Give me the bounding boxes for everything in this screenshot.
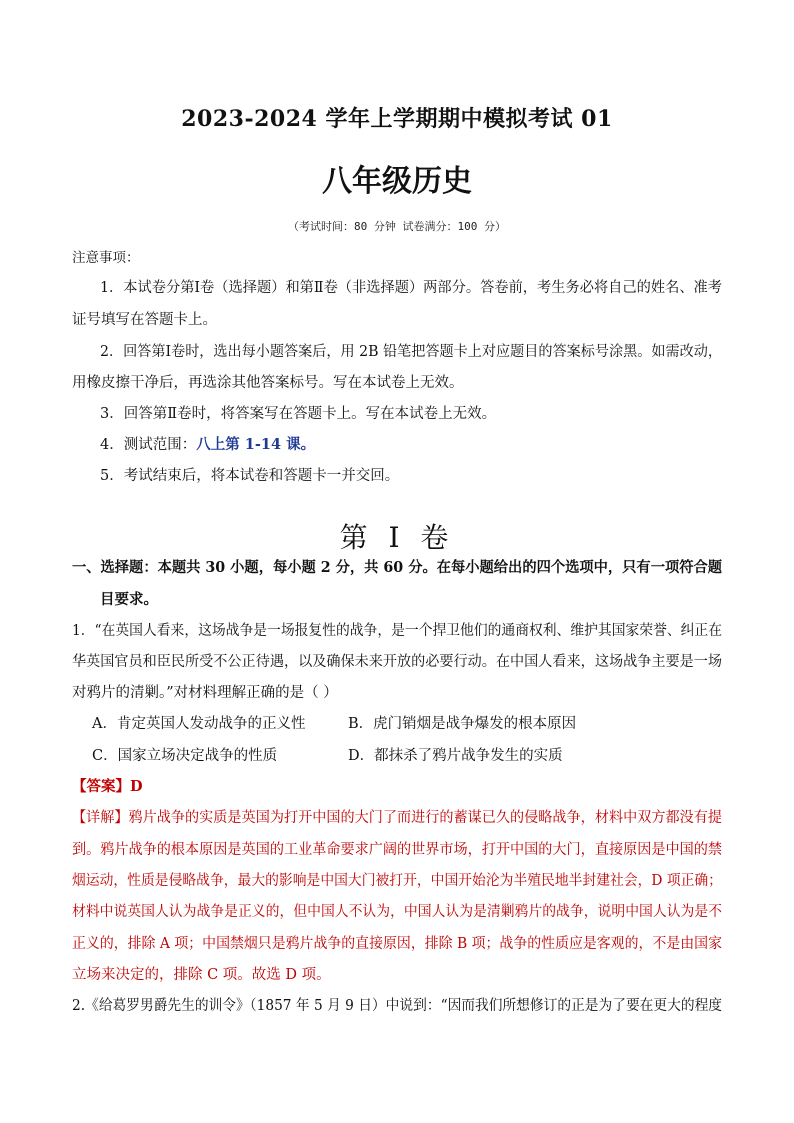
- option-b: B．虎门销烟是战争爆发的根本原因: [348, 716, 577, 732]
- explanation-line-5: 正义的，排除 A 项；中国禁烟只是鸦片战争的直接原因，排除 B 项；战争的性质应是客观的，不是由国家: [72, 936, 722, 952]
- explanation-line-1: 【详解】鸦片战争的实质是英国为打开中国的大门了而进行的蓄谋已久的侵略战争，材料中双方都没有提: [72, 810, 722, 826]
- explanation-line-2: 到。鸦片战争的根本原因是英国的工业革命要求广阔的世界市场，打开中国的大门，直接原因是中国的禁: [72, 842, 722, 858]
- exam-info: （考试时间：80 分钟 试卷满分：100 分）: [288, 220, 506, 233]
- question-1-stem-cont: 华英国官员和臣民所受不公正待遇，以及确保未来开放的必要行动。在中国人看来，这场战争主要是一场: [72, 654, 722, 670]
- note-item-3: 3．回答第Ⅱ卷时，将答案写在答题卡上。写在本试卷上无效。: [100, 406, 497, 422]
- note-item-4: [100, 435, 315, 455]
- option-d: D．都抹杀了鸦片战争发生的实质: [348, 748, 563, 764]
- section-instructions: 一、选择题：本题共 30 小题，每小题 2 分，共 60 分。在每小题给出的四个选项中，只有一项符合题: [72, 559, 723, 576]
- note-item-5: 5．考试结束后，将本试卷和答题卡一并交回。: [100, 468, 400, 484]
- option-c: C．国家立场决定战争的性质: [92, 748, 278, 764]
- explanation-line-3: 烟运动，性质是侵略战争，最大的影响是中国大门被打开，中国开始沦为半殖民地半封建社会，D 项正确；: [72, 873, 723, 889]
- explanation-line-6: 立场来决定的，排除 C 项。故选 D 项。: [72, 967, 331, 983]
- exam-title: 2023-2024 学年上学期期中模拟考试 01: [181, 106, 613, 132]
- question-1-stem-end: 对鸦片的清剿。”对材料理解正确的是（ ）: [72, 685, 338, 701]
- test-scope: 八上第 1-14 课。: [196, 436, 316, 453]
- note-item-2: 2．回答第Ⅰ卷时，选出每小题答案后，用 2B 铅笔把答题卡上对应题目的答案标号涂黑。如需改动，: [100, 344, 723, 360]
- note-item-1-cont: 证号填写在答题卡上。: [72, 312, 217, 328]
- question-2-stem: 2.《给葛罗男爵先生的训令》（1857 年 5 月 9 日）中说到：“因而我们所想修订的正是为了要在更大的程度: [72, 998, 723, 1014]
- note-item-4-prefix: 4．测试范围：: [100, 437, 197, 453]
- explanation-line-4: 材料中说英国人认为战争是正义的，但中国人不认为，中国人认为是清剿鸦片的战争，说明中国人认为是不: [72, 904, 723, 920]
- section-instructions-cont: 目要求。: [100, 591, 158, 608]
- subject-title: 八年级历史: [322, 164, 472, 199]
- notes-heading: 注意事项：: [72, 250, 140, 266]
- question-1-stem: 1．“在英国人看来，这场战争是一场报复性的战争，是一个捍卫他们的通商权利、维护其国家荣誉、纠正在: [72, 623, 723, 639]
- note-item-1: 1．本试卷分第Ⅰ卷（选择题）和第Ⅱ卷（非选择题）两部分。答卷前，考生务必将自己的姓名、准考: [100, 280, 723, 296]
- section-title: 第 I 卷: [339, 521, 455, 554]
- option-a: A．肯定英国人发动战争的正义性: [92, 716, 306, 732]
- answer-label: 【答案】D: [72, 778, 143, 795]
- note-item-2-cont: 用橡皮擦干净后，再选涂其他答案标号。写在本试卷上无效。: [72, 375, 464, 391]
